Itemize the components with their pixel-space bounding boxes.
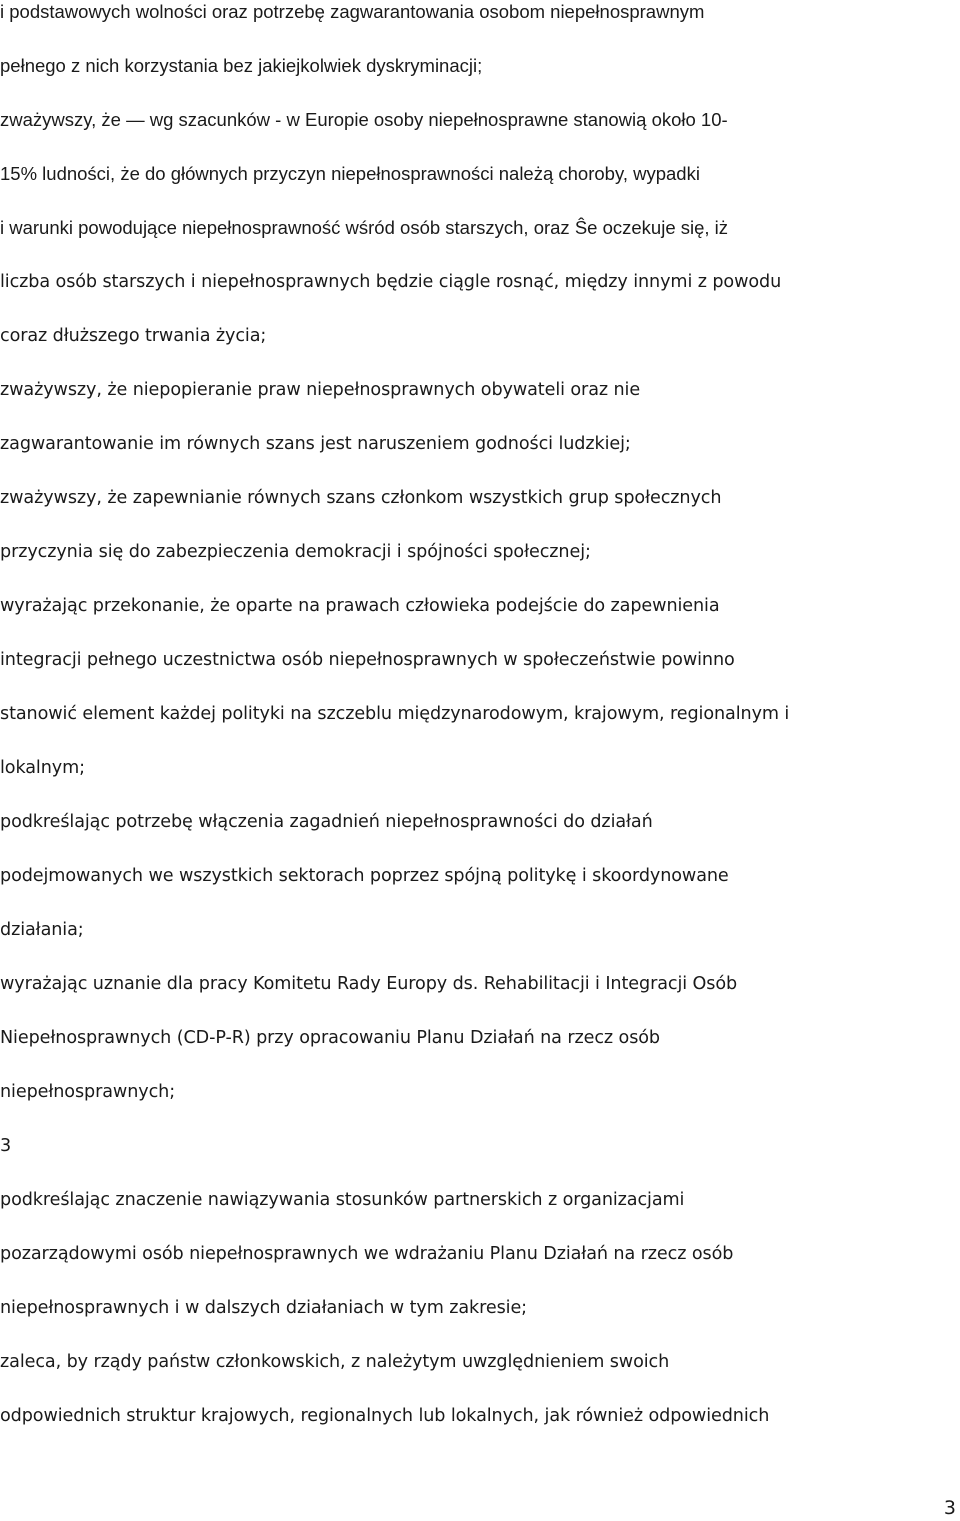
text-line: pełnego z nich korzystania bez jakiejkolwiek dyskryminacji; <box>0 55 483 76</box>
text-line: i warunki powodujące niepełnosprawność wśród osób starszych, oraz Ŝe oczekuje się, iż <box>0 217 729 238</box>
text-line: zagwarantowanie im równych szans jest naruszeniem godności ludzkiej; <box>0 434 631 454</box>
text-line: przyczynia się do zabezpieczenia demokracji i spójności społecznej; <box>0 542 591 562</box>
text-line: wyrażając uznanie dla pracy Komitetu Rady Europy ds. Rehabilitacji i Integracji Osób <box>0 974 738 994</box>
text-line: wyrażając przekonanie, że oparte na prawach człowieka podejście do zapewnienia <box>0 596 720 616</box>
text-line: zważywszy, że zapewnianie równych szans członkom wszystkich grup społecznych <box>0 488 722 508</box>
text-line: 15% ludności, że do głównych przyczyn niepełnosprawności należą choroby, wypadki <box>0 163 700 184</box>
text-line: zaleca, by rządy państw członkowskich, z należytym uwzględnieniem swoich <box>0 1352 670 1372</box>
text-line: coraz dłuższego trwania życia; <box>0 326 267 346</box>
text-line: podejmowanych we wszystkich sektorach poprzez spójną politykę i skoordynowane <box>0 866 729 886</box>
text-line: Niepełnosprawnych (CD-P-R) przy opracowaniu Planu Działań na rzecz osób <box>0 1028 661 1048</box>
text-line: niepełnosprawnych i w dalszych działaniach w tym zakresie; <box>0 1298 528 1318</box>
text-line: liczba osób starszych i niepełnosprawnych będzie ciągle rosnąć, między innymi z powodu <box>0 272 782 292</box>
page-marker: 3 <box>0 1136 12 1156</box>
text-line: podkreślając potrzebę włączenia zagadnień niepełnosprawności do działań <box>0 812 653 832</box>
text-line: lokalnym; <box>0 758 85 778</box>
text-line: i podstawowych wolności oraz potrzebę zagwarantowania osobom niepełnosprawnym <box>0 1 705 22</box>
text-line: odpowiednich struktur krajowych, regionalnych lub lokalnych, jak również odpowiednich <box>0 1406 770 1426</box>
page-number: 3 <box>943 1497 956 1519</box>
text-line: stanowić element każdej polityki na szczeblu międzynarodowym, krajowym, regionalnym i <box>0 704 790 724</box>
text-line: integracji pełnego uczestnictwa osób niepełnosprawnych w społeczeństwie powinno <box>0 650 735 670</box>
text-line: zważywszy, że niepopieranie praw niepełnosprawnych obywateli oraz nie <box>0 380 641 400</box>
text-line: zważywszy, że — wg szacunków - w Europie osoby niepełnosprawne stanowią około 10- <box>0 109 728 130</box>
text-line: niepełnosprawnych; <box>0 1082 176 1102</box>
text-line: pozarządowymi osób niepełnosprawnych we wdrażaniu Planu Działań na rzecz osób <box>0 1244 734 1264</box>
text-line: podkreślając znaczenie nawiązywania stosunków partnerskich z organizacjami <box>0 1190 685 1210</box>
text-line: działania; <box>0 920 84 940</box>
